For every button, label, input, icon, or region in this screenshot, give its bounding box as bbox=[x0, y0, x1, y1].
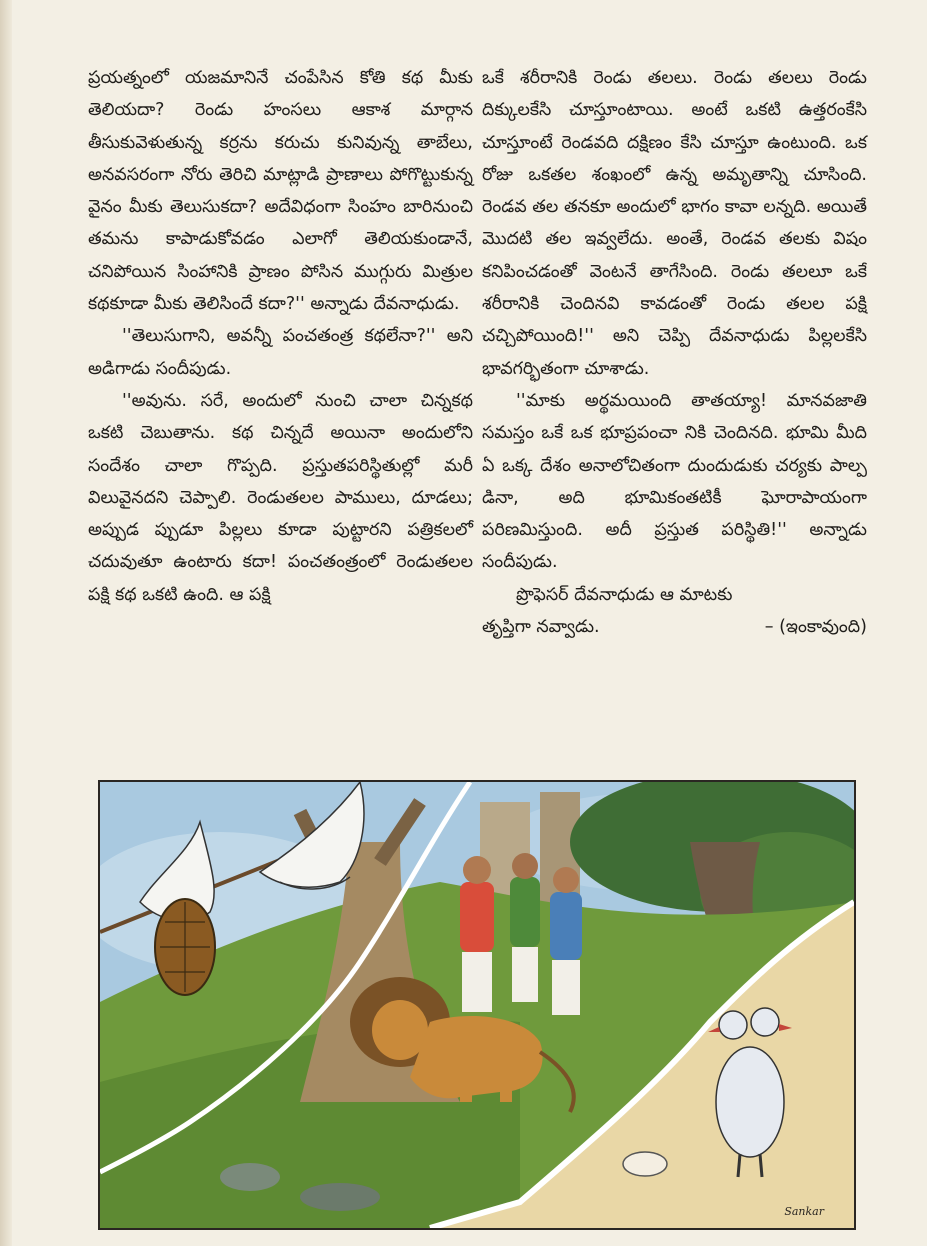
to-be-continued: – (ఇంకావుంది) bbox=[764, 617, 867, 638]
right-paragraph-3: ప్రొఫెసర్ దేవనాధుడు ఆ మాటకు bbox=[516, 584, 733, 605]
conch-shell-icon bbox=[623, 1152, 667, 1176]
story-illustration bbox=[98, 780, 856, 1230]
page-binding-edge bbox=[0, 0, 12, 1246]
left-paragraph-2: ''తెలుసుగాని, అవన్నీ పంచతంత్ర కథలేనా?'' అని అడిగాడు సందీపుడు. bbox=[88, 326, 473, 379]
left-text-column bbox=[88, 62, 473, 611]
right-text-column bbox=[482, 62, 867, 643]
right-paragraph-1: ఒకే శరీరానికి రెండు తలలు. రెండు తలలు రెండు దిక్కులకేసి చూస్తూంటాయి. అంటే ఒకటి ఉత్తరంకేసి చూస్తూంటే రెండవది దక్షిణం కేసి చూస్తూ ఉంటుంది. ఒక రోజు ఒకతల శంఖంలో ఉన్న అమృతాన్ని చూసింది. రెండవ తల తనకూ అందులో భాగం కావా లన్నది. అయితే మొదటి తల ఇవ్వలేదు. అంతే, రెండవ తలకు విషం కనిపించడంతో వెంటనే తాగేసింది. రెండు తలలూ ఒకే శరీరానికి చెందినవి కావడంతో రెండు తలల పక్షి చచ్చిపోయింది!'' అని చెప్పి దేవనాధుడు పిల్లలకేసి భావగర్భితంగా చూశాడు. bbox=[482, 68, 867, 379]
right-paragraph-2: ''మాకు అర్థమయింది తాతయ్యా! మానవజాతి సమస్తం ఒకే ఒక భూప్రపంచా నికి చెందినది. భూమి మీది ఏ ఒక్క దేశం అనాలోచితంగా దుందుడుకు చర్యకు పాల్ప డినా, అది భూమికంతటికీ ఘోరాపాయంగా పరిణమిస్తుంది. అదీ ప్రస్తుత పరిస్థితి!'' అన్నాడు సందీపుడు. bbox=[482, 390, 867, 573]
left-paragraph-3: ''అవును. సరే, అందులో నుంచి చాలా చిన్నకథ ఒకటి చెబుతాను. కథ చిన్నదే అయినా అందులోని సందేశం చాలా గొప్పది. ప్రస్తుతపరిస్థితుల్లో మరీ విలువైనదని చెప్పాలి. రెండుతలల పాములు, దూడలు; అప్పుడ ప్పుడూ పిల్లలు కూడా పుట్టారని పత్రికలలో చదువుతూ ఉంటారు కదా! పంచతంత్రంలో రెండుతలల పక్షి కథ ఒకటి ఉంది. ఆ పక్షి bbox=[88, 390, 473, 605]
three-boys bbox=[460, 853, 582, 1015]
left-paragraph-1: ప్రయత్నంలో యజమానినే చంపేసిన కోతి కథ మీకు తెలియదా? రెండు హంసలు ఆకాశ మార్గాన తీసుకువెళుతున్న కర్రను కరుచు కునివున్న తాబేలు, అనవసరంగా నోరు తెరిచి మాట్లాడి ప్రాణాలు పోగొట్టుకున్న వైనం మీకు తెలుసుకదా? అదేవిధంగా సింహం బారినుంచి తమను కాపాడుకోవడం ఎలాగో తెలియకుండానే, చనిపోయిన సింహానికి ప్రాణం పోసిన ముగ్గురు మిత్రుల కథకూడా మీకు తెలిసిందే కదా?'' అన్నాడు దేవనాధుడు. bbox=[88, 68, 473, 315]
artist-signature: Sankar bbox=[784, 1205, 824, 1218]
closing-text: తృప్తిగా నవ్వాడు. bbox=[482, 617, 600, 638]
closing-line bbox=[482, 611, 867, 643]
illustration-drawing bbox=[100, 782, 854, 1228]
